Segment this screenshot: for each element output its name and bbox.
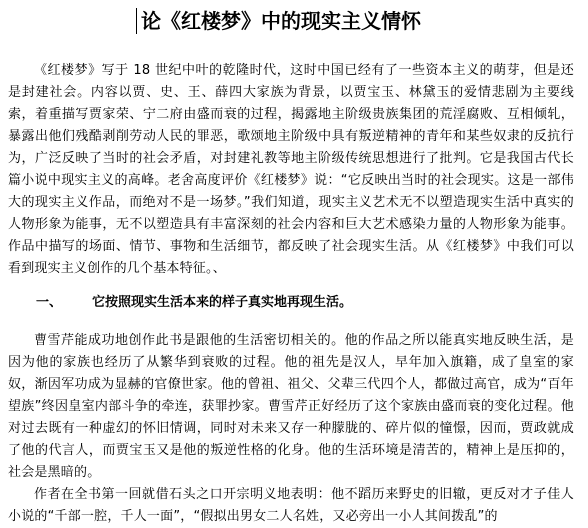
section-heading [36,292,352,314]
document-title: 论《红楼梦》中的现实主义情怀 [136,8,421,34]
paragraph-intro: 《红楼梦》写于 18 世纪中叶的乾隆时代，这时中国已经有了一些资本主义的萌芽，但是还是封建社会。内容以贾、史、王、薛四大家族为背景，以贾宝玉、林黛玉的爱情悲剧为主要线索，着重描写贾家荣、宁二府由盛而衰的过程，揭露地主阶级贵族集团的荒淫腐败、互相倾轧，暴露出他们残酷剥削劳动人民的罪恶，歌颂地主阶级中具有叛逆精神的青年和某些奴隶的反抗行为，广泛反映了当时的社会矛盾，对封建礼教等地主阶级传统思想进行了批判。它是我国古代长篇小说中现实主义的高峰。老舍高度评价《红楼梦》说：“它反映出当时的社会现实。这是一部伟大的现实主义作品，而绝对不是一场梦。”我们知道，现实主义艺术无不以塑造现实生活中真实的人物形象为能事，无不以塑造具有丰富深刻的社会内容和巨大艺术感染力量的人物形象为能事。作品中描写的场面、情节、事物和生活细节，都反映了社会现实生活。从《红楼梦》中我们可以看到现实主义创作的几个基本特征。、 [8,63,574,276]
paragraph-first-chapter: 作者在全书第一回就借石头之口开宗明义地表明：他不蹈历来野史的旧辙，更反对才子佳人小说的“千部一腔，千人一面”，“假拟出男女二人名姓，又必旁出一小人其间拨乱”的 [8,487,574,524]
paragraph-author-life: 曹雪芹能成功地创作此书是跟他的生活密切相关的。他的作品之所以能真实地反映生活，是因为他的家族也经历了从繁华到衰败的过程。他的祖先是汉人，早年加入旗籍，成了皇室的家奴，渐因军功成为显赫的官僚世家。他的曾祖、祖父、父辈三代四个人，都做过高官，成为“百年望族”终因皇室内部斗争的牵连，获罪抄家。曹雪芹正好经历了这个家族由盛而衰的变化过程。他对过去既有一种虚幻的怀旧情调，同时对未来又存一种朦胧的、碎片似的憧憬，因而，贾政就成了他的代言人，而贾宝玉又是他的叛逆性格的化身。他的生活环境是清苦的，精神上是压抑的，社会是黑暗的。 [8,333,574,480]
section-heading-text: 它按照现实生活本来的样子真实地再现生活。 [92,295,353,310]
section-number: 一、 [36,295,63,310]
